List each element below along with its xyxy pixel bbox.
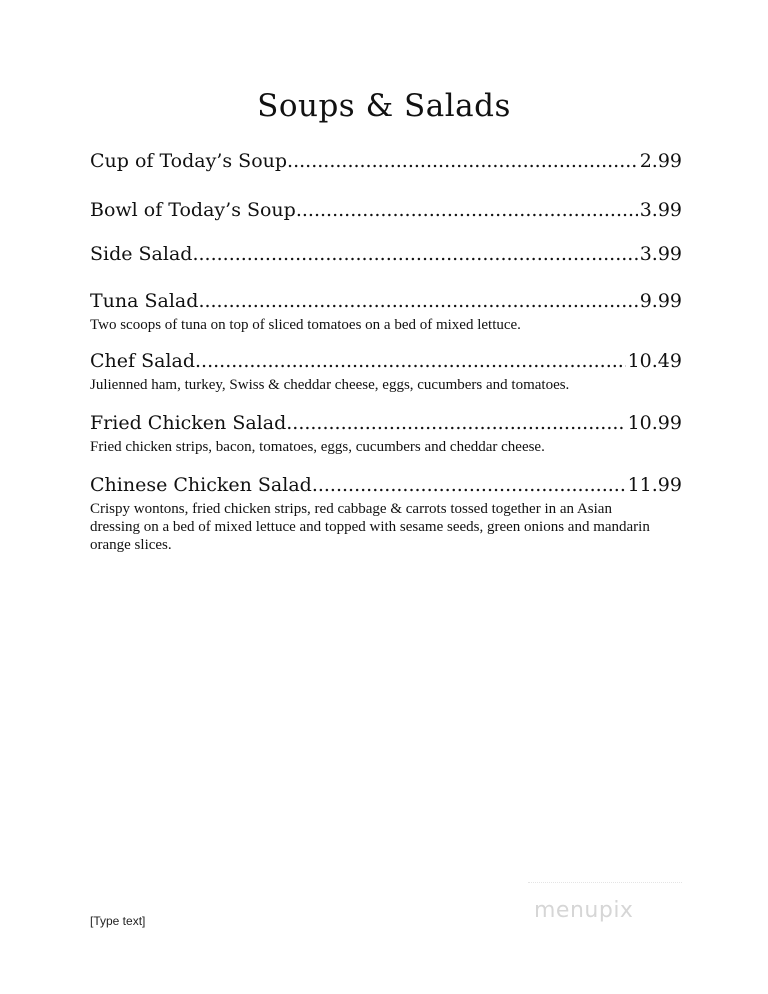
menu-item-row <box>90 408 682 438</box>
dot-leader <box>286 408 625 438</box>
menu-item-price: 3.99 <box>639 199 682 221</box>
dot-leader <box>192 239 637 269</box>
menu-list <box>90 146 682 554</box>
dot-leader <box>287 146 638 176</box>
menu-item-row <box>90 146 682 176</box>
menu-item-description: Fried chicken strips, bacon, tomatoes, eggs, cucumbers and cheddar cheese. <box>90 439 545 455</box>
menu-item-price: 11.99 <box>627 474 682 496</box>
menu-item <box>90 195 682 239</box>
menu-item-row <box>90 470 682 500</box>
menu-item-name: Tuna Salad <box>90 290 199 312</box>
menu-item <box>90 286 682 346</box>
page-title: Soups & Salads <box>257 88 511 124</box>
menu-item <box>90 346 682 408</box>
menu-item-description: Two scoops of tuna on top of sliced tomatoes on a bed of mixed lettuce. <box>90 317 521 333</box>
footer-placeholder-text: [Type text] <box>90 914 146 928</box>
menu-item-price: 9.99 <box>639 290 682 312</box>
watermark-divider <box>528 882 682 884</box>
menu-item-name: Chinese Chicken Salad <box>90 474 312 496</box>
menu-item-description: Julienned ham, turkey, Swiss & cheddar cheese, eggs, cucumbers and tomatoes. <box>90 377 570 393</box>
menu-item-name: Chef Salad <box>90 350 196 372</box>
menu-item-price: 2.99 <box>639 150 682 172</box>
menu-item-description: Crispy wontons, fried chicken strips, red cabbage & carrots tossed together in an Asian dressing on a bed of mixed lettuce and topped with sesame seeds, green onions and mandarin orange slices. <box>90 501 650 553</box>
menu-item-price: 3.99 <box>639 243 682 265</box>
menu-item-name: Side Salad <box>90 243 193 265</box>
menu-item-price: 10.49 <box>627 350 682 372</box>
menu-item <box>90 146 682 195</box>
menu-item <box>90 470 682 554</box>
menu-item-row <box>90 346 682 376</box>
dot-leader <box>312 470 626 500</box>
dot-leader <box>198 286 637 316</box>
menu-item-name: Fried Chicken Salad <box>90 412 287 434</box>
dot-leader <box>296 195 638 225</box>
menu-item <box>90 239 682 286</box>
menu-item-row <box>90 239 682 269</box>
menu-item-name: Cup of Today’s Soup <box>90 150 288 172</box>
menu-item-row <box>90 286 682 316</box>
watermark-logo: menupix <box>534 898 634 923</box>
menu-item-row <box>90 195 682 225</box>
menu-item-name: Bowl of Today’s Soup <box>90 199 296 221</box>
menu-item <box>90 408 682 470</box>
menu-item-price: 10.99 <box>627 412 682 434</box>
dot-leader <box>195 346 626 376</box>
